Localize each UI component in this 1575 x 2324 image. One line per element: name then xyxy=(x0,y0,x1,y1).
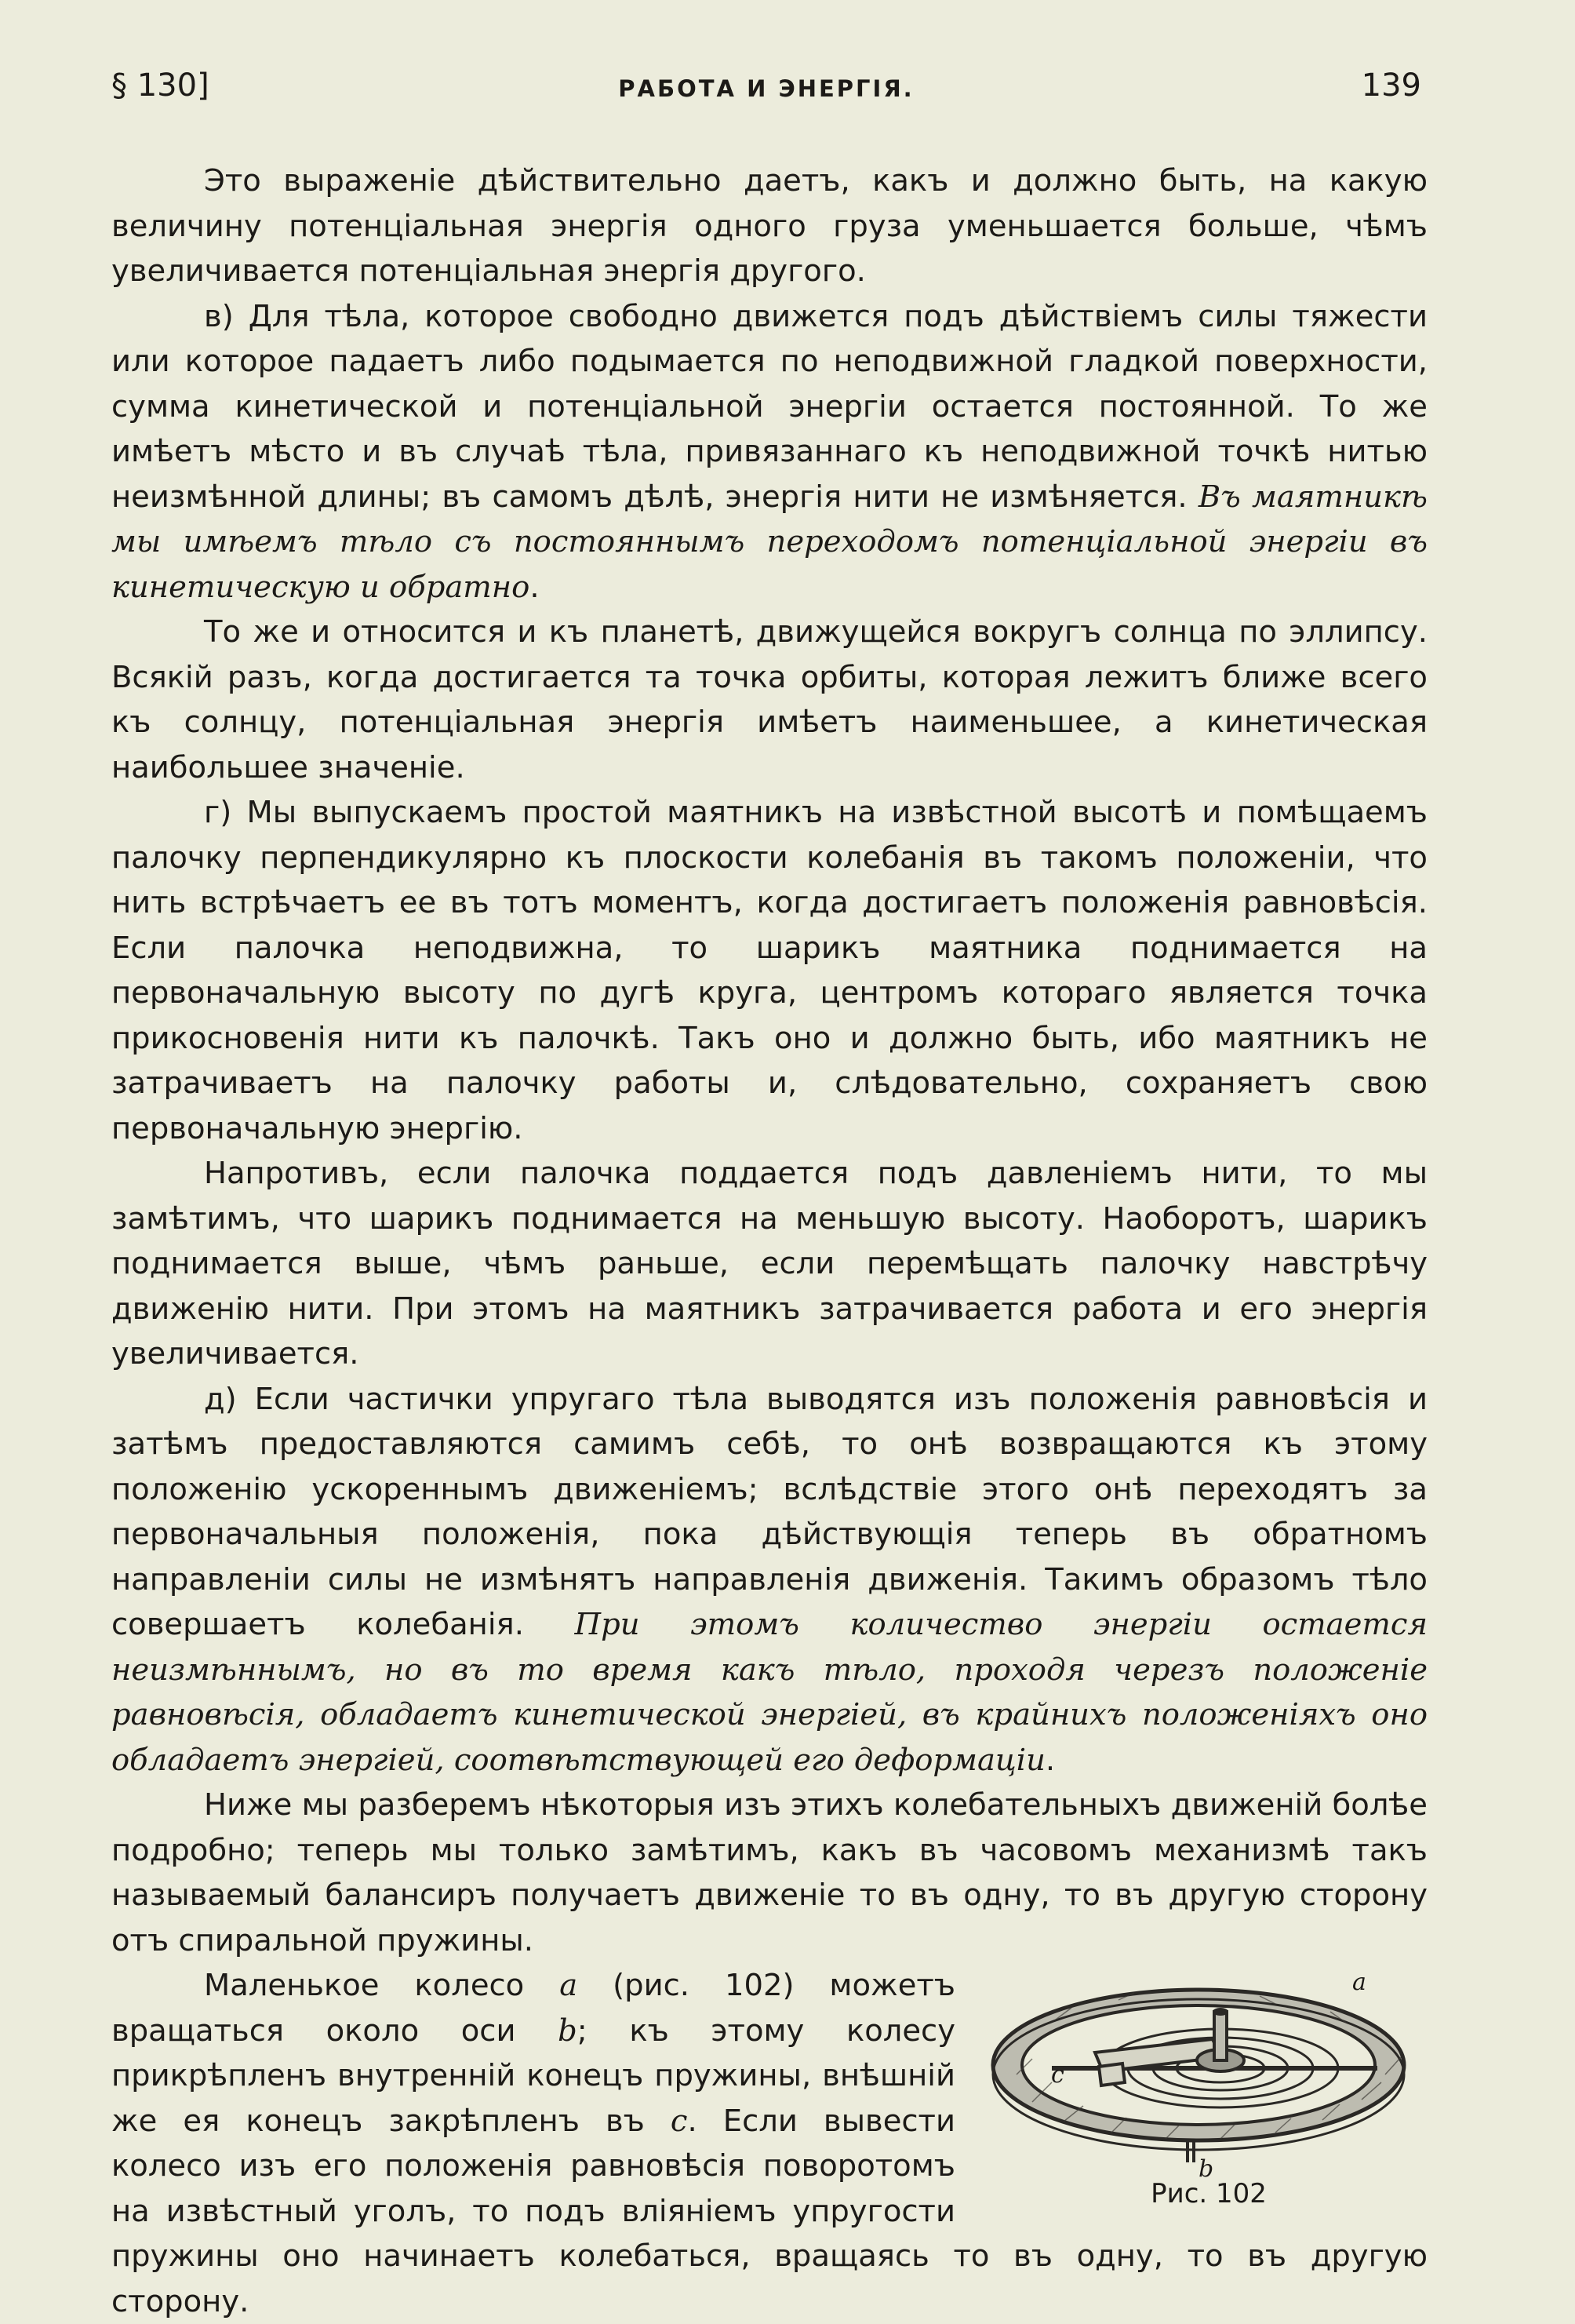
paragraph-4: г) Мы выпускаемъ простой маятникъ на извѣстной высотѣ и помѣщаемъ палочку перпендикулярно къ плоскости колебанія въ такомъ положеніи, что нить встрѣчаетъ ее въ тотъ моментъ, когда достигаетъ положенія равновѣсія. Если палочка неподвижна, то шарикъ маятника поднимается на первоначальную высоту по дугѣ круга, центромъ котораго является точка прикосновенія нити къ палочкѣ. Такъ оно и должно быть, ибо маятникъ не затрачиваетъ на палочку работы и, слѣдовательно, сохраняетъ свою первоначальную энергію. xyxy=(111,795,1428,1146)
paragraph-8: Маленькое колесо a (рис. 102) можетъ вращаться около оси b; къ этому колесу прикрѣпленъ внутренній конецъ пружины, внѣшній же ея конецъ закрѣпленъ въ c. Если вывести колесо изъ его положенія равновѣсія поворотомъ на извѣстный уголъ, то подъ вліяніемъ упругости пружины оно начинаетъ колебаться, вращаясь то въ одну, то въ другую сторону. xyxy=(111,1968,1428,2319)
letter-c: c xyxy=(670,2103,688,2139)
paragraph-3: То же и относится и къ планетѣ, движущейся вокругъ солнца по эллипсу. Всякій разъ, когда достигается та точка орбиты, которая лежитъ ближе всего къ солнцу, потенціальная энергія имѣетъ наименьшее, а кинетическая наибольшее значеніе. xyxy=(111,614,1428,785)
italic-emphasis: Въ маятникѣ мы имѣемъ тѣло съ постояннымъ переходомъ потенціальной энергіи въ кинетическую и обратно xyxy=(111,479,1428,605)
figure-102 xyxy=(985,1965,1448,2224)
letter-b: b xyxy=(558,2013,577,2049)
paragraph-6: д) Если частички упругаго тѣла выводятся изъ положенія равновѣсія и затѣмъ предоставляются самимъ себѣ, то онѣ возвращаются къ этому положенію ускореннымъ движеніемъ; вслѣдствіе этого онѣ переходятъ за первоначальныя положенія, пока дѣйствующія теперь въ обратномъ направленіи силы не измѣнятъ направленія движенія. Такимъ образомъ тѣло совершаетъ колебанія. При этомъ количество энергіи остается неизмѣннымъ, но въ то время какъ тѣло, проходя черезъ положеніе равновѣсія, обладаетъ кинетической энергіей, въ крайнихъ положеніяхъ оно обладаетъ энергіей, соотвѣтствующей его деформаціи. xyxy=(111,1381,1428,1778)
label-c: c xyxy=(1051,2061,1064,2089)
letter-a: a xyxy=(559,1968,578,2003)
page-number: 139 xyxy=(1361,67,1421,104)
paragraph-5: Напротивъ, если палочка поддается подъ давленіемъ нити, то мы замѣтимъ, что шарикъ поднимается на меньшую высоту. Наоборотъ, шарикъ поднимается выше, чѣмъ раньше, если перемѣщать палочку навстрѣчу движенію нити. При этомъ на маятникъ затрачивается работа и его энергія увеличивается. xyxy=(111,1156,1428,1371)
label-b: b xyxy=(1199,2155,1214,2183)
running-header xyxy=(111,67,1421,115)
italic-emphasis: При этомъ количество энергіи остается неизмѣннымъ, но въ то время какъ тѣло, проходя черезъ положеніе равновѣсія, обладаетъ кинетической энергіей, въ крайнихъ положеніяхъ оно обладаетъ энергіей, соотвѣтствующей его деформаціи xyxy=(111,1607,1428,1778)
label-a: a xyxy=(1352,1969,1366,1996)
figure-caption: Рис. 102 xyxy=(1151,2178,1267,2209)
running-title: РАБОТА И ЭНЕРГІЯ. xyxy=(618,75,915,102)
section-marker: § 130] xyxy=(111,67,209,104)
paragraph-1: Это выраженіе дѣйствительно даетъ, какъ и должно быть, на какую величину потенціальная энергія одного груза уменьшается больше, чѣмъ увеличивается потенціальная энергія другого. xyxy=(111,163,1428,289)
main-text xyxy=(111,158,1428,2324)
paragraph-2: в) Для тѣла, которое свободно движется подъ дѣйствіемъ силы тяжести или которое падаетъ либо подымается по неподвижной гладкой поверхности, сумма кинетической и потенціальной энергіи остается постоянной. То же имѣетъ мѣсто и въ случаѣ тѣла, привязаннаго къ неподвижной точкѣ нитью неизмѣнной длины; въ самомъ дѣлѣ, энергія нити не измѣняется. Въ маятникѣ мы имѣемъ тѣло съ постояннымъ переходомъ потенціальной энергіи въ кинетическую и обратно. xyxy=(111,298,1428,605)
paragraph-7: Ниже мы разберемъ нѣкоторыя изъ этихъ колебательныхъ движеній болѣе подробно; теперь мы только замѣтимъ, какъ въ часовомъ механизмѣ такъ называемый балансиръ получаетъ движеніе то въ одну, то въ другую сторону отъ спиральной пружины. xyxy=(111,1787,1428,1958)
